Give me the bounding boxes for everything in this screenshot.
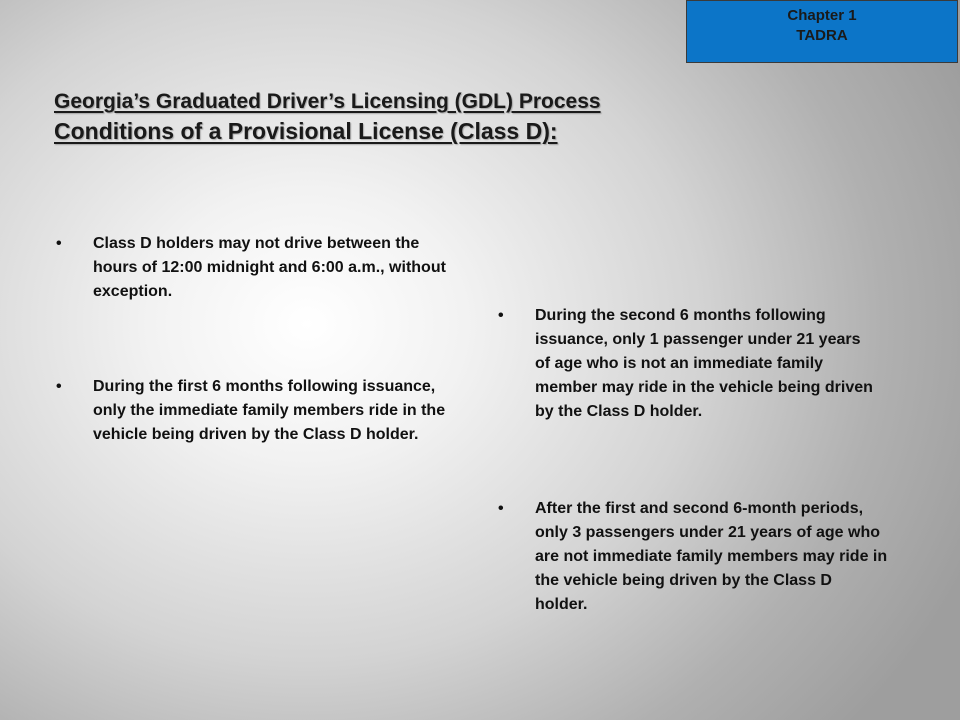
bullet-item	[498, 304, 878, 424]
bullet-dot: •	[498, 500, 504, 517]
chapter-number: Chapter 1	[787, 7, 857, 24]
chapter-badge	[686, 0, 958, 63]
title-main: Georgia’s Graduated Driver’s Licensing (GDL) Process	[54, 90, 601, 113]
bullet-dot: •	[498, 307, 504, 324]
chapter-subject: TADRA	[796, 27, 848, 44]
bullet-item	[56, 232, 466, 304]
bullet-item	[56, 375, 466, 447]
slide-title	[54, 88, 854, 146]
title-subtitle: Conditions of a Provisional License (Class D):	[54, 118, 558, 144]
bullet-dot: •	[56, 235, 62, 252]
bullet-text: During the second 6 months following issuance, only 1 passenger under 21 years of age who is not an immediate family member may ride in the vehicle being driven by the Class D holder.	[535, 307, 873, 420]
bullet-text: During the first 6 months following issuance, only the immediate family members ride in the vehicle being driven by the Class D holder.	[93, 378, 446, 443]
bullet-dot: •	[56, 378, 62, 395]
bullet-text: After the first and second 6-month periods, only 3 passengers under 21 years of age who are not immediate family members may ride in the vehicle being driven by the Class D holder.	[535, 500, 888, 613]
bullet-text: Class D holders may not drive between the hours of 12:00 midnight and 6:00 a.m., without exception.	[93, 235, 446, 300]
bullet-item	[498, 497, 888, 617]
